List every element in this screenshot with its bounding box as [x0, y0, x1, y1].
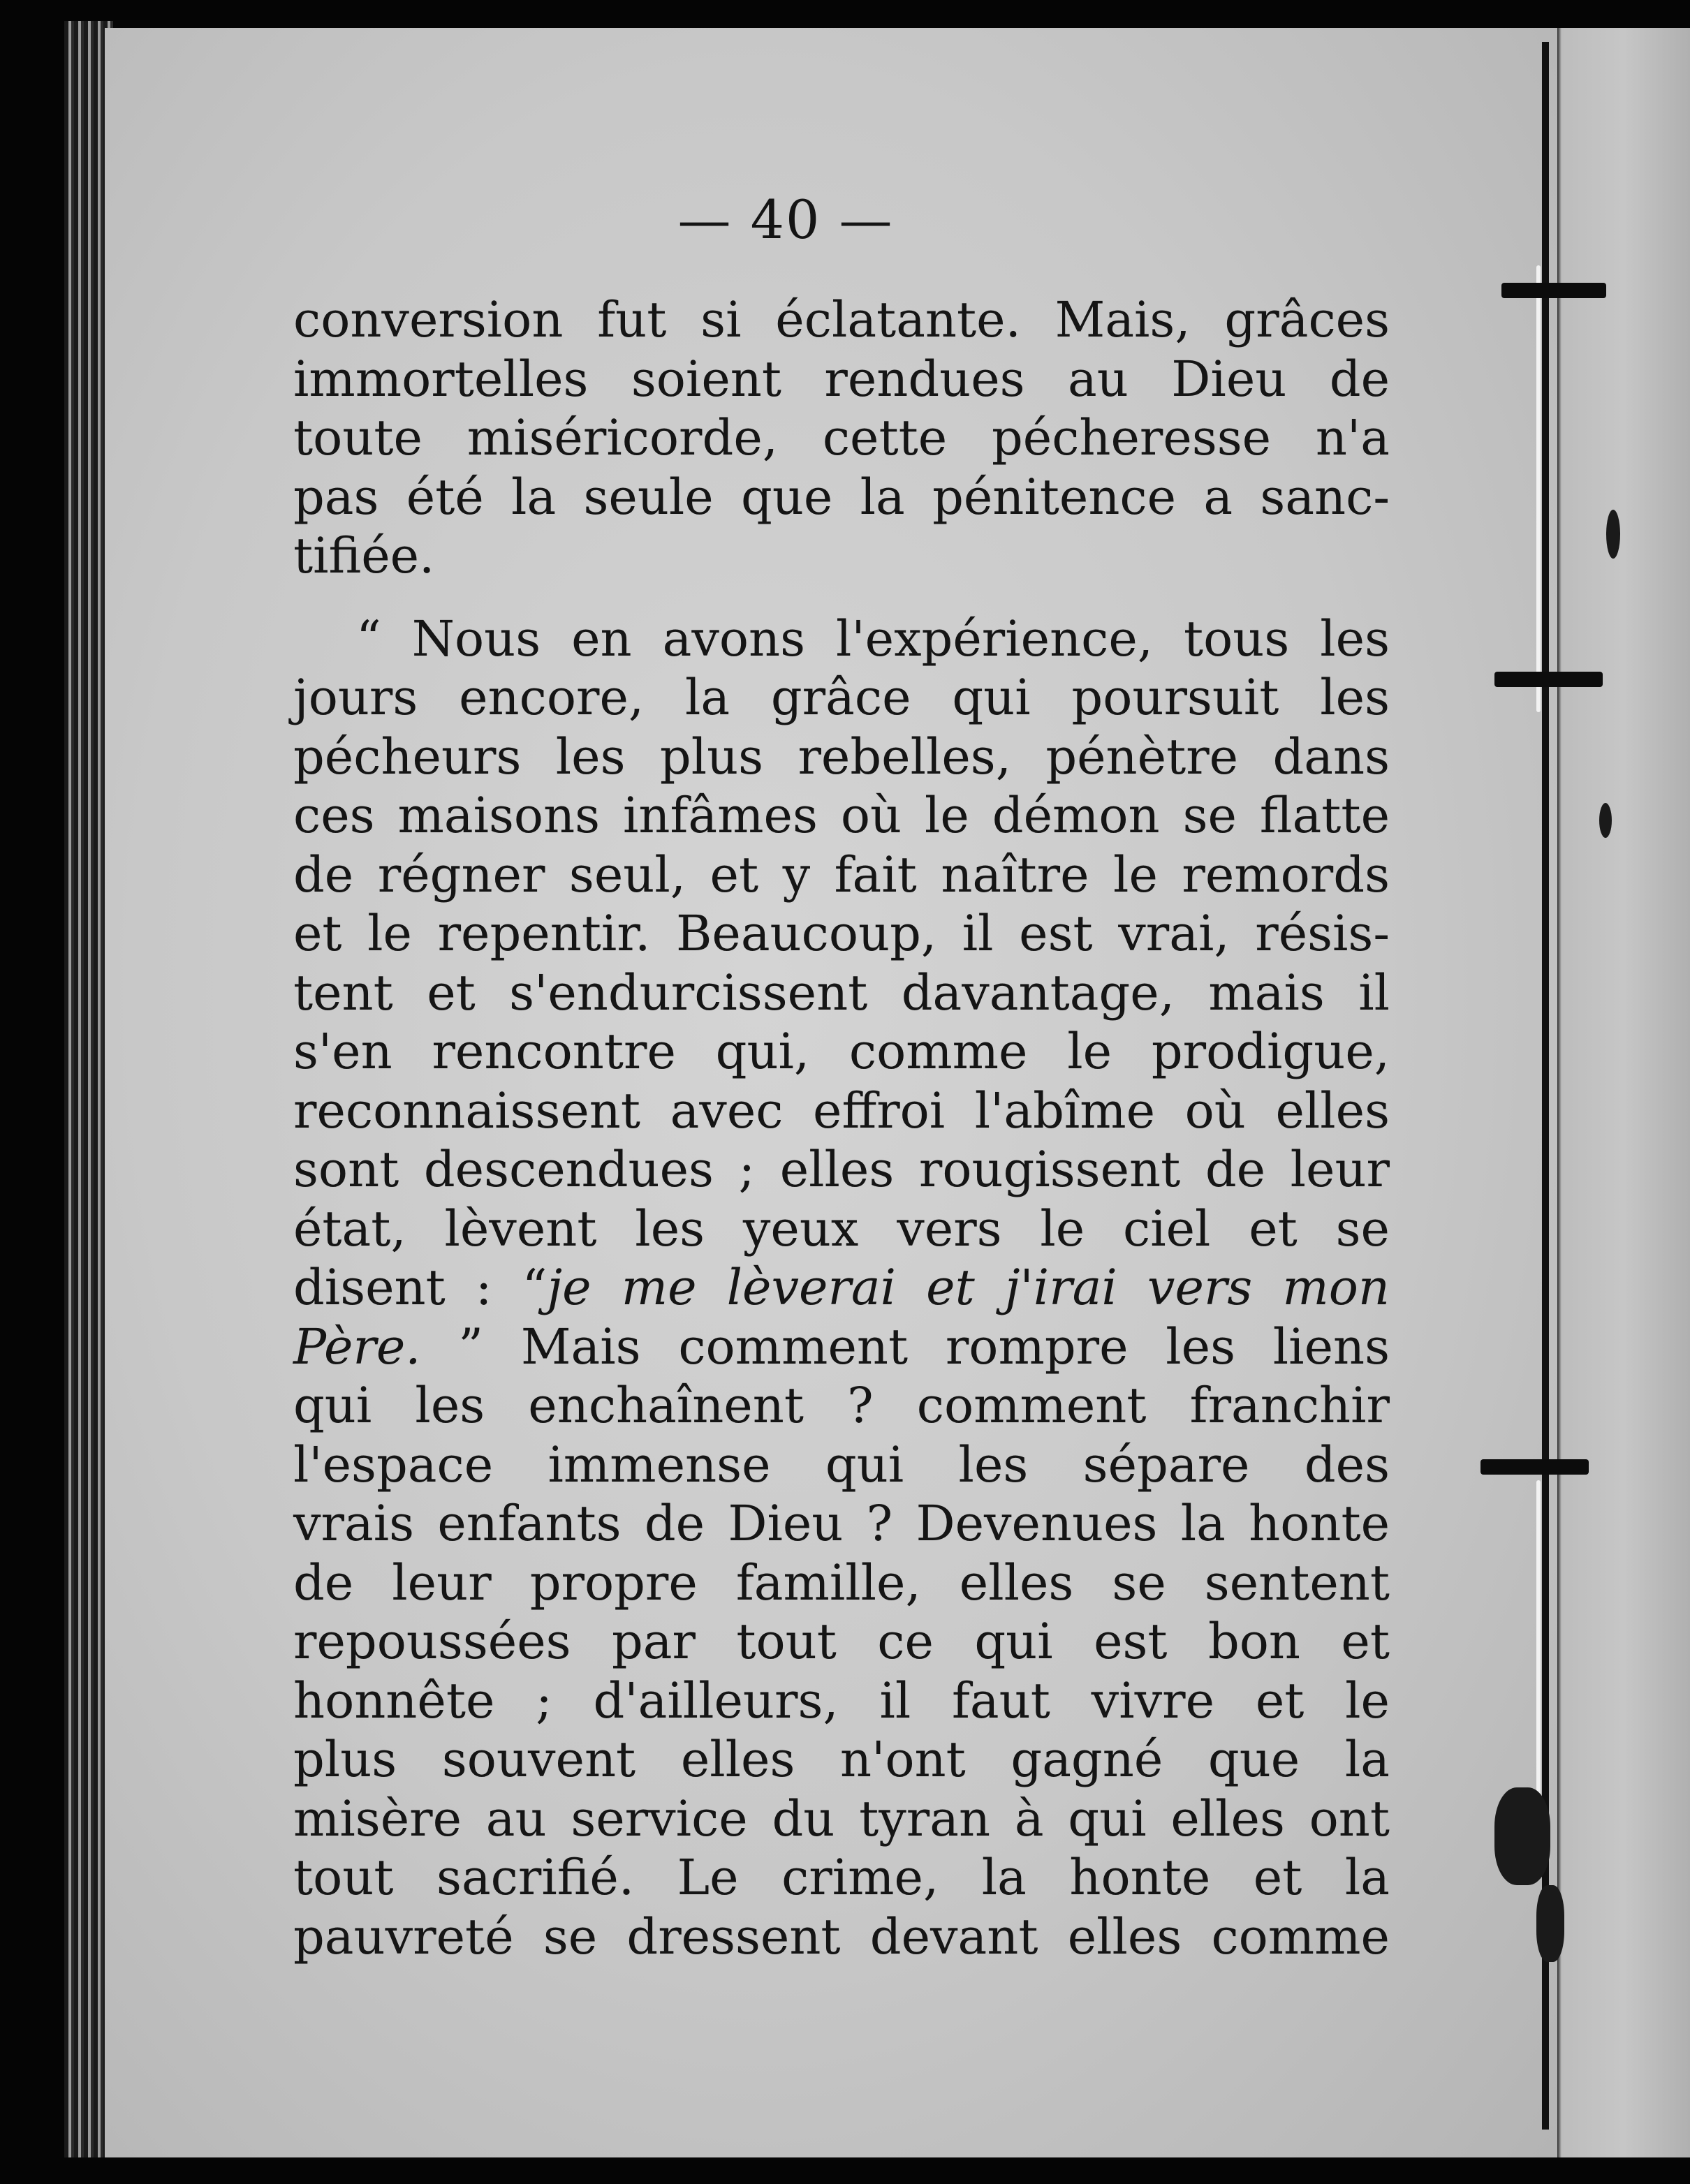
binding-stitch: [1494, 672, 1603, 687]
text-line: ces maisons infâmes où le démon se flatte: [293, 787, 1390, 844]
italic-quote: Père.: [293, 1318, 421, 1375]
text-line: de régner seul, et y fait naître le remords: [293, 846, 1390, 903]
text-line: sont descendues ; elles rougissent de leur: [293, 1141, 1390, 1198]
text-line: pécheurs les plus rebelles, pénètre dans: [293, 728, 1390, 785]
binding-blot: [1494, 1787, 1550, 1885]
text-line: pas été la seule que la pénitence a sanc-: [293, 468, 1390, 526]
binding-stitch: [1480, 1459, 1589, 1475]
text-line: tifiée.: [293, 527, 435, 584]
text-line: immortelles soient rendues au Dieu de: [293, 350, 1390, 408]
binding-blot: [1599, 803, 1612, 838]
text-line: repoussées par tout ce qui est bon et: [293, 1613, 1390, 1670]
text-line: misère au service du tyran à qui elles ont: [293, 1790, 1390, 1847]
binding-strip: [1557, 28, 1690, 2157]
text-fragment: disent : “: [293, 1259, 548, 1316]
text-line: [293, 1318, 1390, 1377]
italic-quote: je me lèverai et j'irai vers mon: [547, 1259, 1390, 1316]
text-line: et le repentir. Beaucoup, il est vrai, résis-: [293, 905, 1390, 962]
text-line: tent et s'endurcissent davantage, mais il: [293, 964, 1390, 1021]
text-line: honnête ; d'ailleurs, il faut vivre et le: [293, 1672, 1390, 1729]
binding-blot: [1536, 1885, 1564, 1962]
text-line: vrais enfants de Dieu ? Devenues la honte: [293, 1495, 1390, 1552]
text-line: toute miséricorde, cette pécheresse n'a: [293, 409, 1390, 466]
text-line: conversion fut si éclatante. Mais, grâces: [293, 291, 1390, 348]
text-line: “ Nous en avons l'expérience, tous les: [356, 610, 1390, 667]
text-line: pauvreté se dressent devant elles comme: [293, 1908, 1390, 1965]
text-line: de leur propre famille, elles se sentent: [293, 1554, 1390, 1611]
text-line: s'en rencontre qui, comme le prodigue,: [293, 1023, 1390, 1080]
text-line: jours encore, la grâce qui poursuit les: [293, 669, 1390, 726]
text-line: plus souvent elles n'ont gagné que la: [293, 1731, 1390, 1788]
binding-thread-highlight: [1536, 265, 1541, 712]
text-line: [293, 1258, 1390, 1318]
text-line: état, lèvent les yeux vers le ciel et se: [293, 1200, 1390, 1257]
page-number: — 40 —: [677, 189, 894, 251]
text-fragment: ” Mais comment rompre les liens: [420, 1318, 1390, 1375]
text-line: tout sacrifié. Le crime, la honte et la: [293, 1849, 1390, 1906]
binding-blot: [1606, 510, 1620, 559]
text-line: reconnaissent avec effroi l'abîme où elles: [293, 1082, 1390, 1139]
text-line: qui les enchaînent ? comment franchir: [293, 1377, 1390, 1434]
text-line: l'espace immense qui les sépare des: [293, 1436, 1390, 1493]
binding-thread-highlight: [1536, 1480, 1541, 1843]
binding-stitch: [1501, 283, 1606, 298]
body-text: [293, 290, 1390, 1966]
